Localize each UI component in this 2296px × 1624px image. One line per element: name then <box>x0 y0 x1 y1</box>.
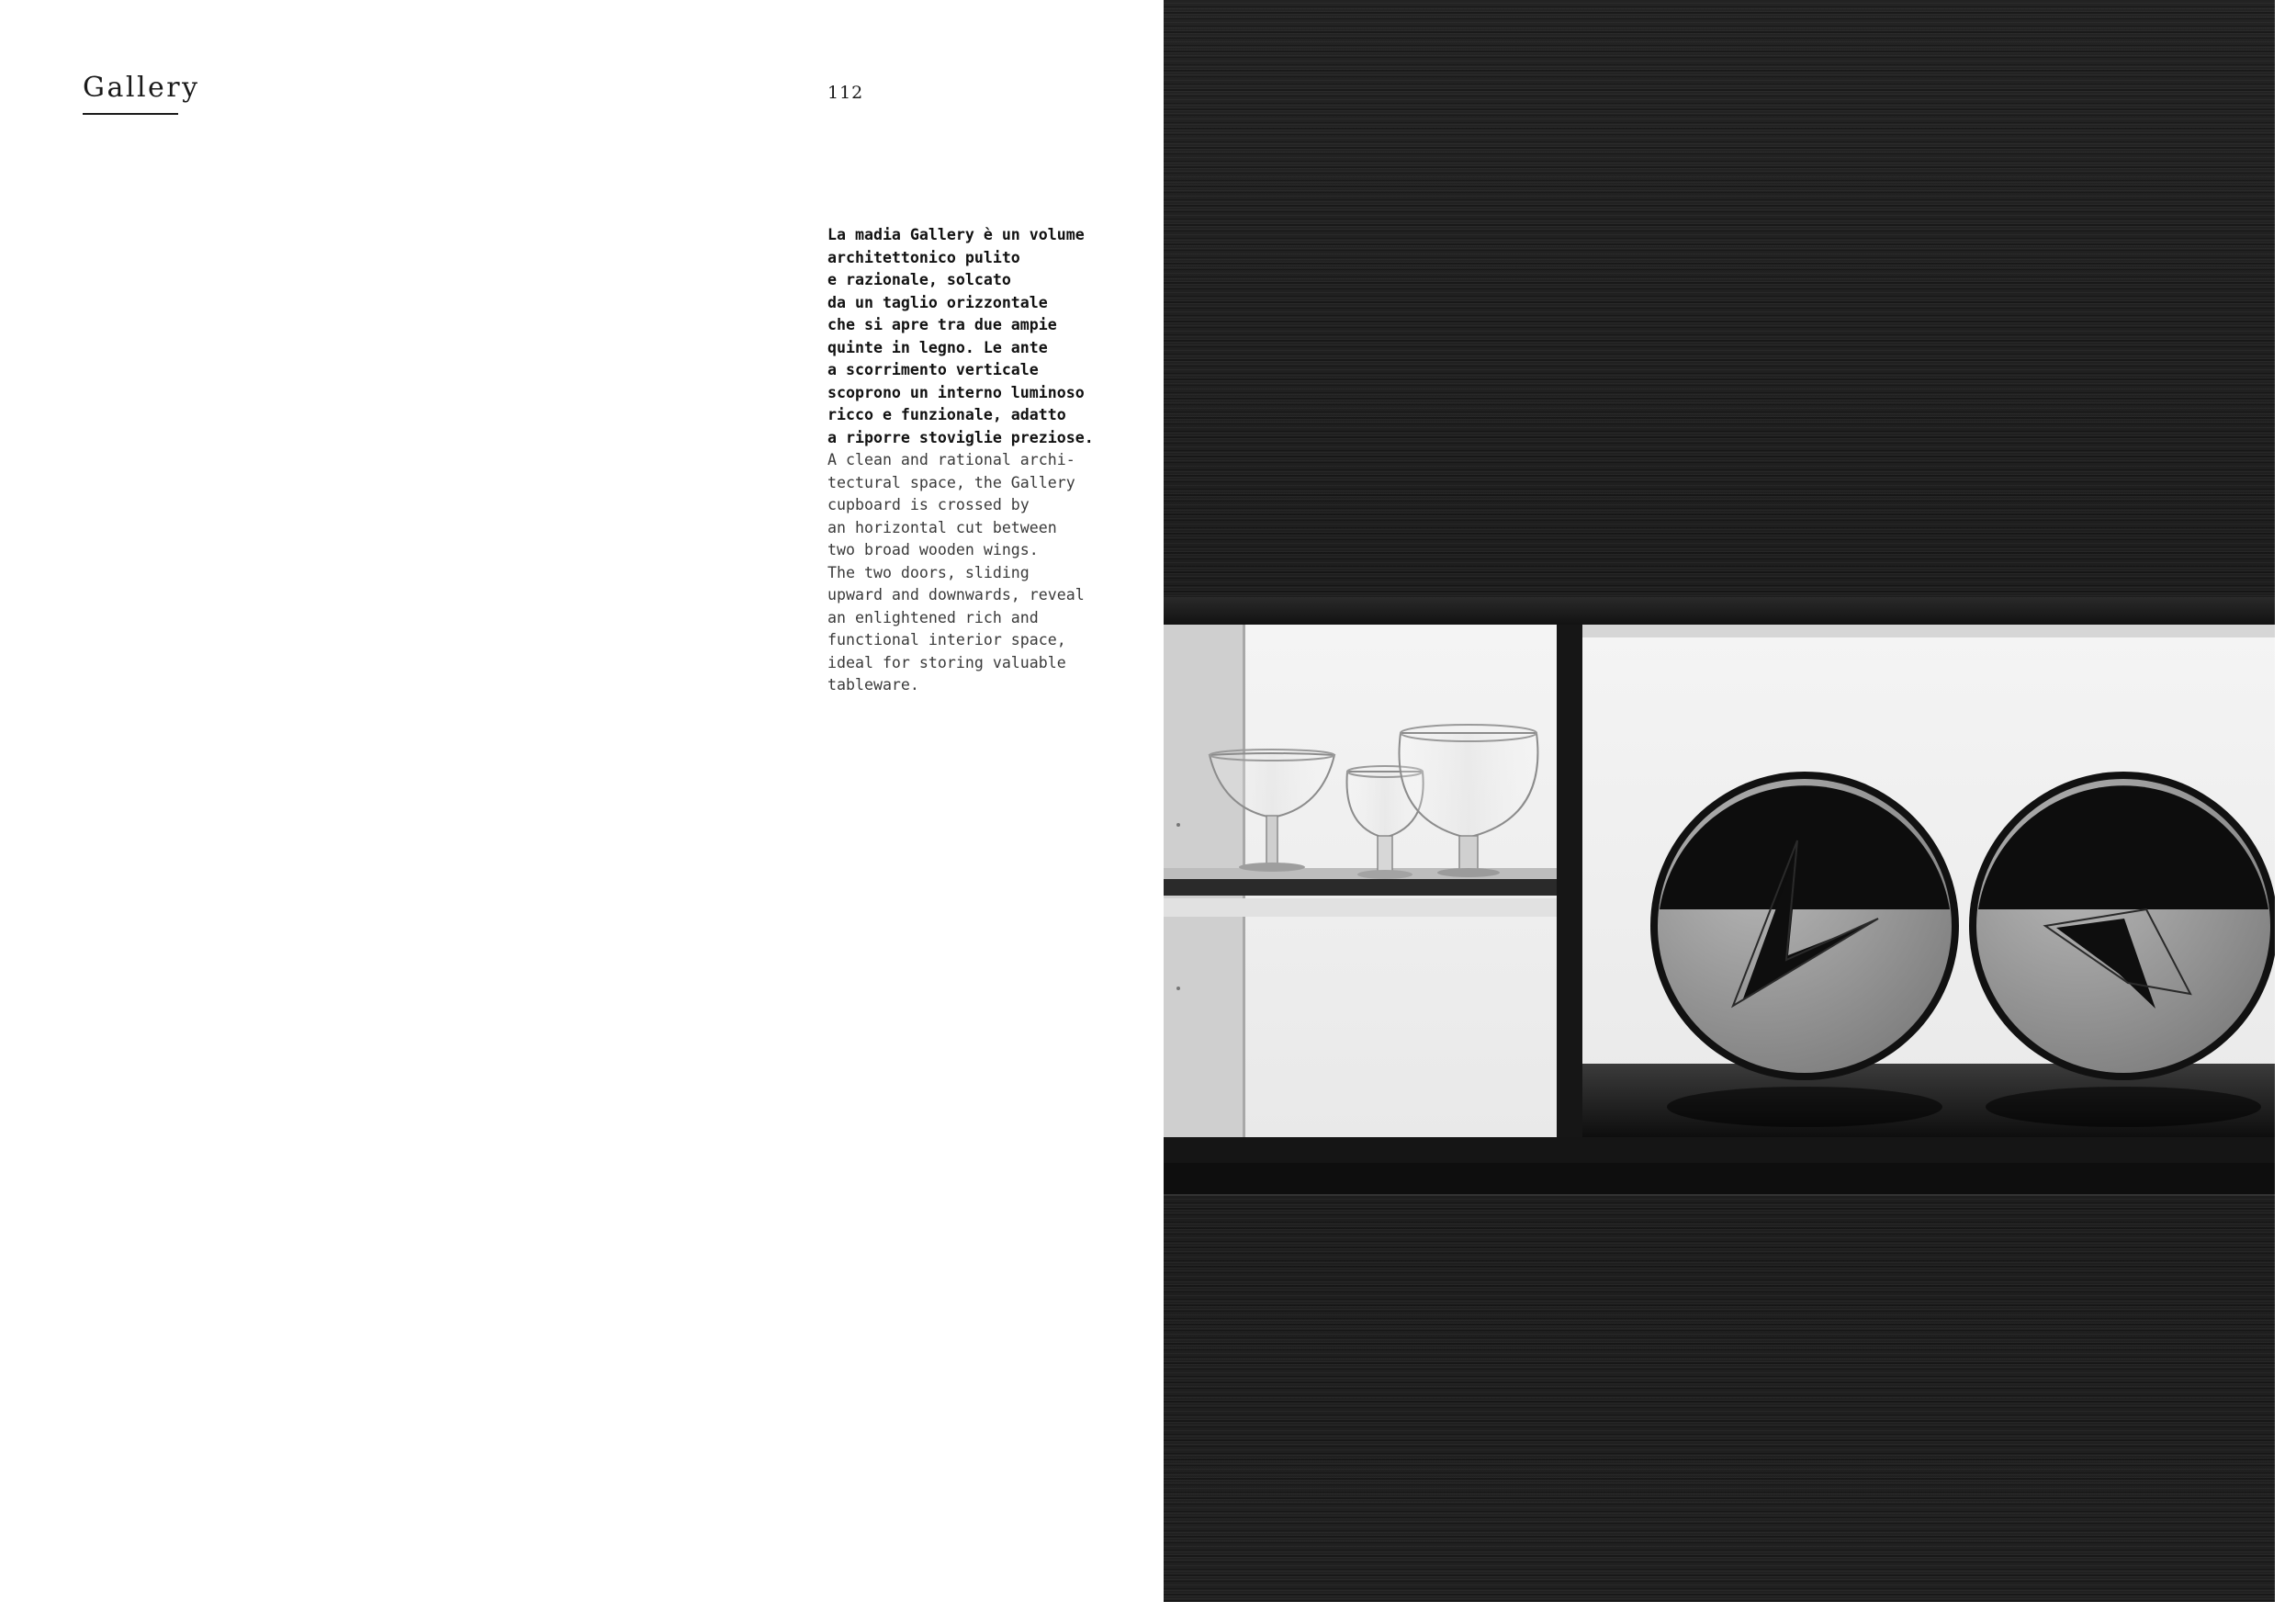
description-line: cupboard is crossed by <box>827 496 1030 513</box>
description-line: a riporre stoviglie preziose. <box>827 428 1094 446</box>
description-line: architettonico pulito <box>827 248 1020 266</box>
description-line: da un taglio orizzontale <box>827 293 1048 311</box>
description-line: ideal for storing valuable <box>827 653 1066 671</box>
description-line: an horizontal cut between <box>827 518 1057 536</box>
cupboard-top-rail <box>1164 597 2275 625</box>
cupboard-illustration <box>1164 0 2275 1602</box>
description-line: two broad wooden wings. <box>827 541 1039 558</box>
description-line: The two doors, sliding <box>827 563 1030 581</box>
description-italian <box>827 224 1131 449</box>
description-line: tectural space, the Gallery <box>827 473 1075 491</box>
page-number: 112 <box>827 83 864 103</box>
description-line: A clean and rational archi- <box>827 451 1075 468</box>
description-line: tableware. <box>827 676 919 694</box>
description-line: a scorrimento verticale <box>827 361 1039 378</box>
description-line: che si apre tra due ampie <box>827 316 1057 333</box>
description-line: quinte in legno. Le ante <box>827 338 1048 356</box>
description-line: e razionale, solcato <box>827 271 1011 288</box>
product-photo <box>1164 0 2275 1602</box>
description-line: scoprono un interno luminoso <box>827 383 1085 401</box>
description-english <box>827 449 1131 697</box>
page-title: Gallery <box>83 72 200 104</box>
description-line: La madia Gallery è un volume <box>827 226 1085 243</box>
middle-shelf <box>1164 877 1557 896</box>
vertical-divider <box>1557 625 1582 1137</box>
cupboard-bottom-rail <box>1164 1137 2275 1163</box>
description-line: upward and downwards, reveal <box>827 586 1085 603</box>
description-line: functional interior space, <box>827 631 1066 648</box>
description-line: an enlightened rich and <box>827 608 1039 626</box>
description-line: ricco e funzionale, adatto <box>827 406 1066 423</box>
title-underline <box>83 113 178 115</box>
product-description <box>827 224 1131 697</box>
